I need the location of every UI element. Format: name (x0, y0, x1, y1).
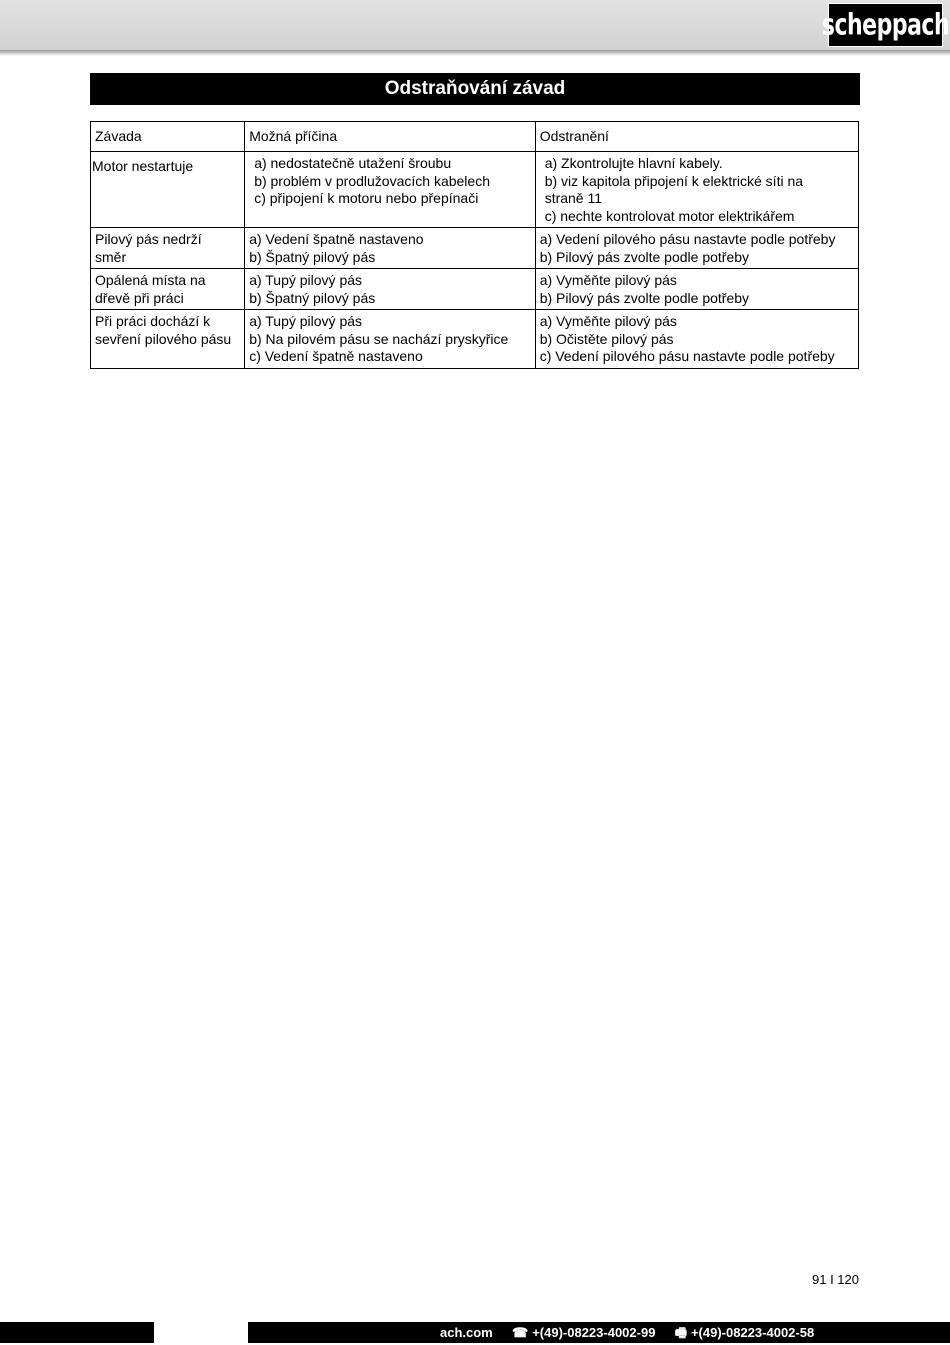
remedy-text: c) nechte kontrolovat motor elektrikářem (544, 207, 795, 224)
remedy-text: straně 11 (544, 190, 603, 206)
fault-text: směr (95, 248, 127, 265)
cause-text: b) Špatný pilový pás (249, 289, 376, 306)
remedy-text: b) Očistěte pilový pás (539, 330, 674, 347)
phone-icon: ☎ (512, 1325, 529, 1340)
scheppach-logo (821, 3, 950, 47)
remedy-text: a) Vyměňte pilový pás (539, 313, 677, 329)
column-header-cause: Možná příčina (245, 122, 536, 152)
column-header-remedy: Odstranění (535, 122, 858, 152)
remedy-text: c) Vedení pilového pásu nastavte podle potřeby (539, 348, 835, 364)
remedy-cell (535, 228, 858, 269)
logo-text: scheppach (821, 8, 950, 42)
remedy-text: b) Pilový pás zvolte podle potřeby (539, 289, 750, 306)
cause-text: c) připojení k motoru nebo přepínači (254, 190, 479, 206)
cause-text: a) Tupý pilový pás (249, 272, 363, 288)
table-row (91, 228, 859, 269)
footer-contact (440, 1322, 814, 1343)
cause-text: b) Špatný pilový pás (249, 248, 376, 265)
remedy-cell (535, 152, 858, 228)
fault-text: Opálená místa na (95, 272, 206, 288)
page-number: 91 I 120 (812, 1272, 859, 1287)
cause-text: a) Tupý pilový pás (249, 313, 363, 329)
table-row (91, 152, 859, 228)
remedy-text: a) Zkontrolujte hlavní kabely. (544, 155, 723, 171)
fault-text: Pilový pás nedrží (95, 231, 202, 247)
footer-fax: +(49)-08223-4002-58 (690, 1325, 815, 1340)
fault-cell (91, 152, 245, 228)
fax-icon: 🖷 (674, 1325, 687, 1340)
cause-cell (245, 228, 536, 269)
cause-text: a) Vedení špatně nastaveno (249, 231, 424, 247)
cause-text: c) Vedení špatně nastaveno (249, 348, 423, 364)
fault-text: Při práci dochází k (95, 313, 211, 329)
header-bar (0, 0, 950, 50)
page-title: Odstraňování závad (90, 73, 860, 105)
fault-text: Motor nestartuje (92, 158, 194, 174)
remedy-text: a) Vyměňte pilový pás (539, 272, 677, 288)
remedy-cell (535, 269, 858, 310)
fault-cell (91, 310, 245, 369)
cause-cell (245, 152, 536, 228)
fault-cell (91, 228, 245, 269)
footer-phone: +(49)-08223-4002-99 (532, 1325, 656, 1340)
cause-text: a) nedostatečně utažení šroubu (254, 155, 452, 171)
footer-gap (154, 1322, 248, 1345)
cause-text: b) problém v prodlužovacích kabelech (254, 172, 490, 189)
cause-cell (245, 269, 536, 310)
troubleshooting-table (90, 121, 859, 369)
column-header-fault: Závada (91, 122, 245, 152)
table-header-row (91, 122, 859, 152)
header-shadow (0, 50, 950, 56)
remedy-text: a) Vedení pilového pásu nastavte podle potřeby (539, 231, 836, 247)
table-row (91, 269, 859, 310)
fault-text: sevření pilového pásu (95, 330, 232, 347)
footer-website[interactable]: ach.com (440, 1325, 493, 1340)
table-row (91, 310, 859, 369)
cause-cell (245, 310, 536, 369)
fault-cell (91, 269, 245, 310)
cause-text: b) Na pilovém pásu se nachází pryskyřice (249, 330, 509, 347)
fault-text: dřevě při práci (95, 289, 184, 306)
remedy-text: b) viz kapitola připojení k elektrické síti na (544, 172, 804, 189)
remedy-text: b) Pilový pás zvolte podle potřeby (539, 248, 750, 265)
remedy-cell (535, 310, 858, 369)
